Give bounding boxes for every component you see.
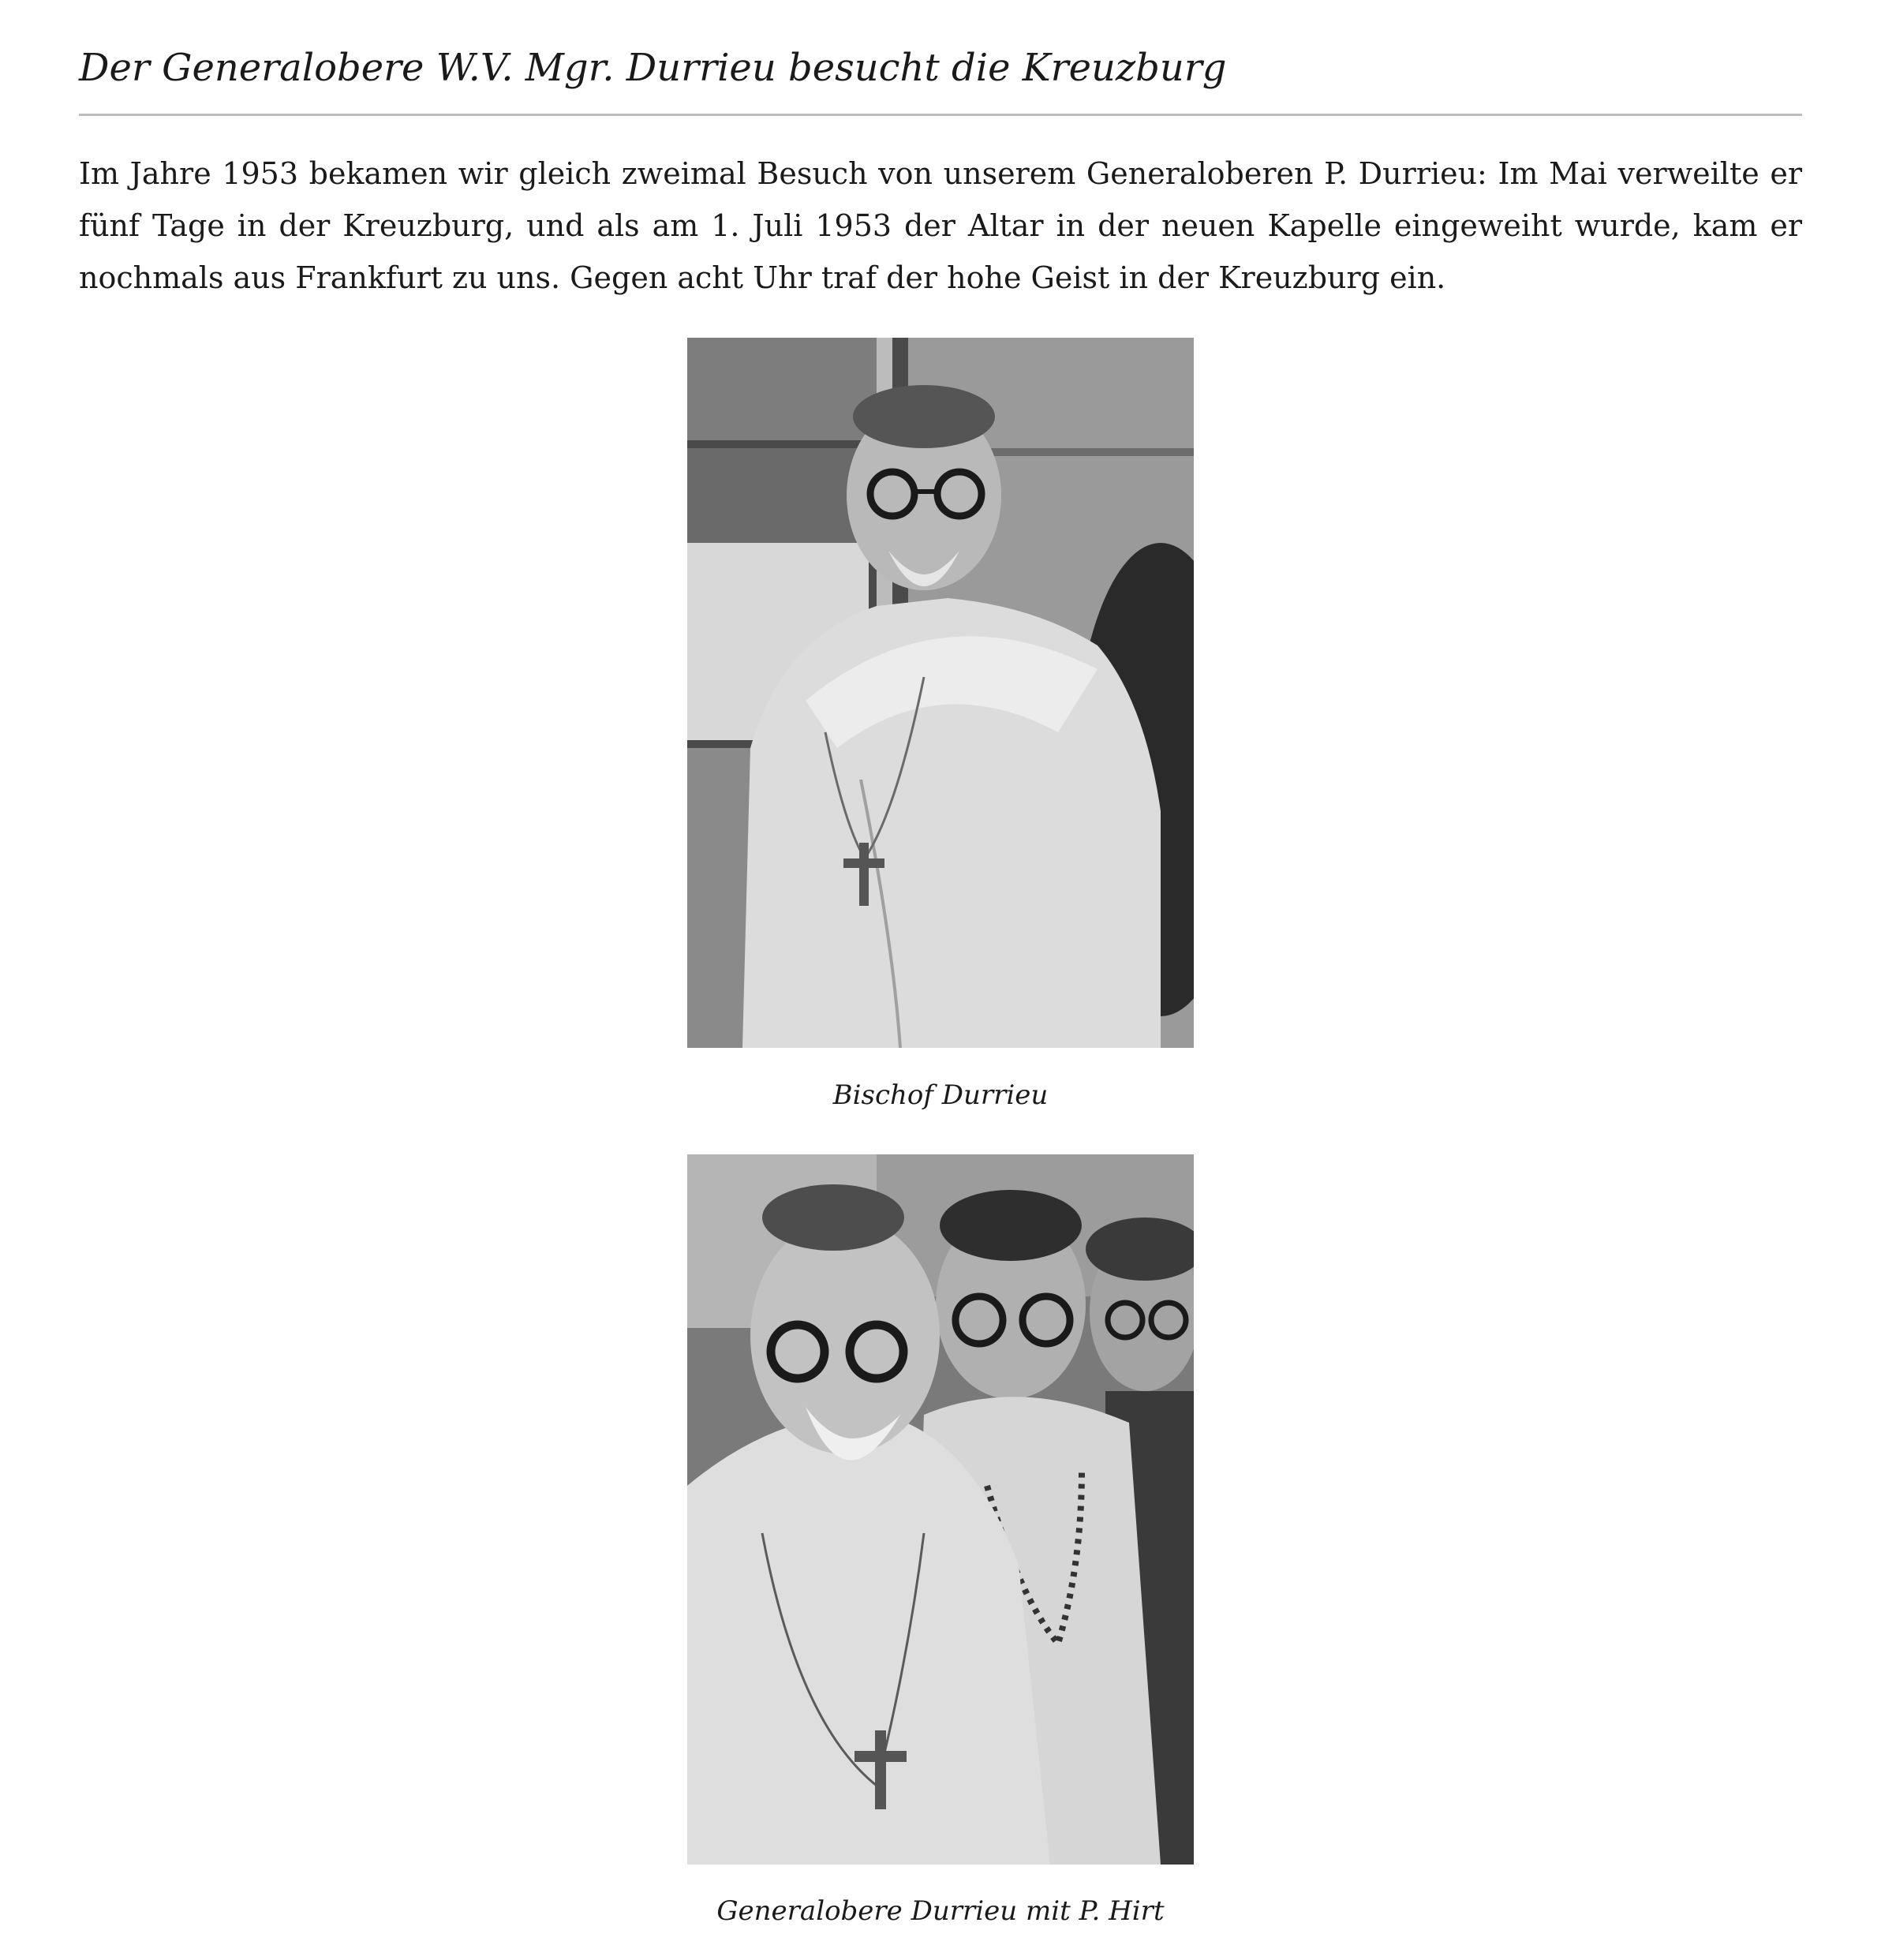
figure-caption: Generalobere Durrieu mit P. Hirt <box>716 1895 1165 1927</box>
bishop-with-p-hirt-photo <box>687 1154 1194 1865</box>
heading-divider <box>79 114 1802 116</box>
article <box>79 0 1802 1927</box>
bishop-portrait-photo <box>687 338 1194 1048</box>
article-intro-paragraph: Im Jahre 1953 bekamen wir gleich zweimal Besuch von unserem Generaloberen P. Durrieu: Im Mai verweilte er fünf Tage in der Kreuzburg, und als am 1. Juli 1953 der Altar in der neuen Kapelle eingeweiht wurde, kam er nochmals aus Frankfurt zu uns. Gegen acht Uhr traf der hohe Geist in der Kreuzburg ein. <box>79 156 1802 295</box>
article-heading: Der Generalobere W.V. Mgr. Durrieu besucht die Kreuzburg <box>79 46 1227 90</box>
figure-caption: Bischof Durrieu <box>832 1079 1049 1111</box>
